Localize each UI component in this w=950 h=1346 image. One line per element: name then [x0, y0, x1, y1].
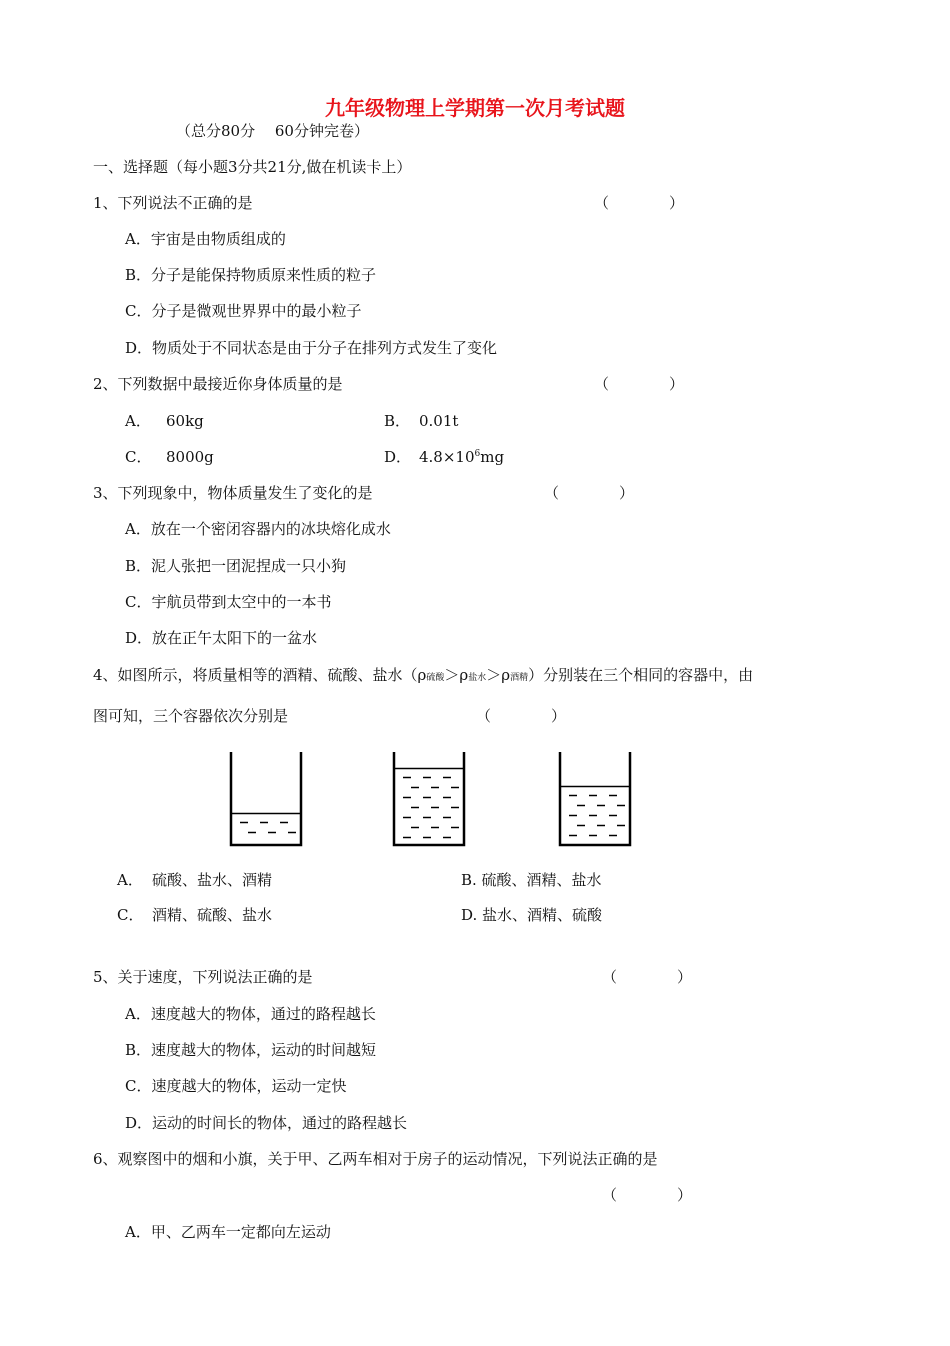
q1-option-c: C．分子是微观世界界中的最小粒子 [125, 302, 362, 320]
q5-option-b: B．速度越大的物体，运动的时间越短 [125, 1041, 377, 1059]
q5-stem: 5、关于速度，下列说法正确的是 [93, 968, 313, 986]
q6-answer-blank: （ ） [602, 1186, 693, 1204]
page-subtitle: （总分80分 60分钟完卷） [176, 122, 369, 140]
q4-option-c-label: C． [117, 906, 144, 924]
q2-option-c-label: C． [125, 448, 152, 466]
q5-option-a: A．速度越大的物体，通过的路程越长 [125, 1005, 376, 1023]
q3-answer-blank: （ ） [544, 484, 635, 502]
q3-option-b: B．泥人张把一团泥捏成一只小狗 [125, 557, 347, 575]
q5-option-d: D．运动的时间长的物体，通过的路程越长 [125, 1114, 408, 1132]
q1-option-a: A．宇宙是由物质组成的 [125, 230, 286, 248]
q2-option-d-value: $4.8\times 10^6mg$ [419, 448, 505, 466]
q1-option-d: D．物质处于不同状态是由于分子在排列方式发生了变化 [125, 339, 498, 357]
page-title: 九年级物理上学期第一次月考试题 [325, 96, 625, 120]
q3-stem: 3、下列现象中，物体质量发生了变化的是 [93, 484, 373, 502]
q6-stem: 6、观察图中的烟和小旗，关于甲、乙两车相对于房子的运动情况，下列说法正确的是 [93, 1150, 658, 1168]
q5-option-c: C．速度越大的物体，运动一定快 [125, 1077, 347, 1095]
q4-option-b: B. 硫酸、酒精、盐水 [461, 871, 602, 889]
q2-answer-blank: （ ） [594, 375, 685, 393]
beaker-1-liquid [231, 814, 301, 846]
q1-answer-blank: （ ） [594, 194, 685, 212]
q2-option-b-label: B． [384, 412, 411, 430]
section-heading: 一、选择题（每小题3分共21分,做在机读卡上） [93, 158, 412, 176]
q4-answer-blank: （ ） [476, 707, 567, 725]
q3-option-a: A．放在一个密闭容器内的冰块熔化成水 [125, 520, 391, 538]
q2-option-a-label: A． [125, 412, 151, 430]
beaker-2 [391, 752, 467, 848]
q1-stem: 1、下列说法不正确的是 [93, 194, 253, 212]
q3-option-c: C．宇航员带到太空中的一本书 [125, 593, 332, 611]
q2-option-b-value: 0.01t [419, 412, 459, 430]
q4-option-a-label: A． [117, 871, 143, 889]
q4-stem-line1: 4、如图所示，将质量相等的酒精、硫酸、盐水（ρ硫酸＞ρ盐水＞ρ酒精）分别装在三个相同的容器中，由 [93, 666, 754, 684]
q6-option-a: A．甲、乙两车一定都向左运动 [125, 1223, 331, 1241]
q4-option-d: D. 盐水、酒精、硫酸 [461, 906, 603, 924]
q5-answer-blank: （ ） [602, 968, 693, 986]
beaker-1 [228, 752, 304, 848]
q3-option-d: D．放在正午太阳下的一盆水 [125, 629, 318, 647]
q1-option-b: B．分子是能保持物质原来性质的粒子 [125, 266, 377, 284]
beaker-3 [557, 752, 633, 848]
q2-option-a-value: 60kg [166, 412, 204, 430]
q2-option-c-value: 8000g [166, 448, 214, 466]
q4-option-c: 酒精、硫酸、盐水 [152, 906, 273, 924]
q4-option-a: 硫酸、盐水、酒精 [152, 871, 273, 889]
q2-option-d-label: D． [384, 448, 412, 466]
q2-stem: 2、下列数据中最接近你身体质量的是 [93, 375, 343, 393]
q4-stem-line2: 图可知，三个容器依次分别是 [93, 707, 289, 725]
